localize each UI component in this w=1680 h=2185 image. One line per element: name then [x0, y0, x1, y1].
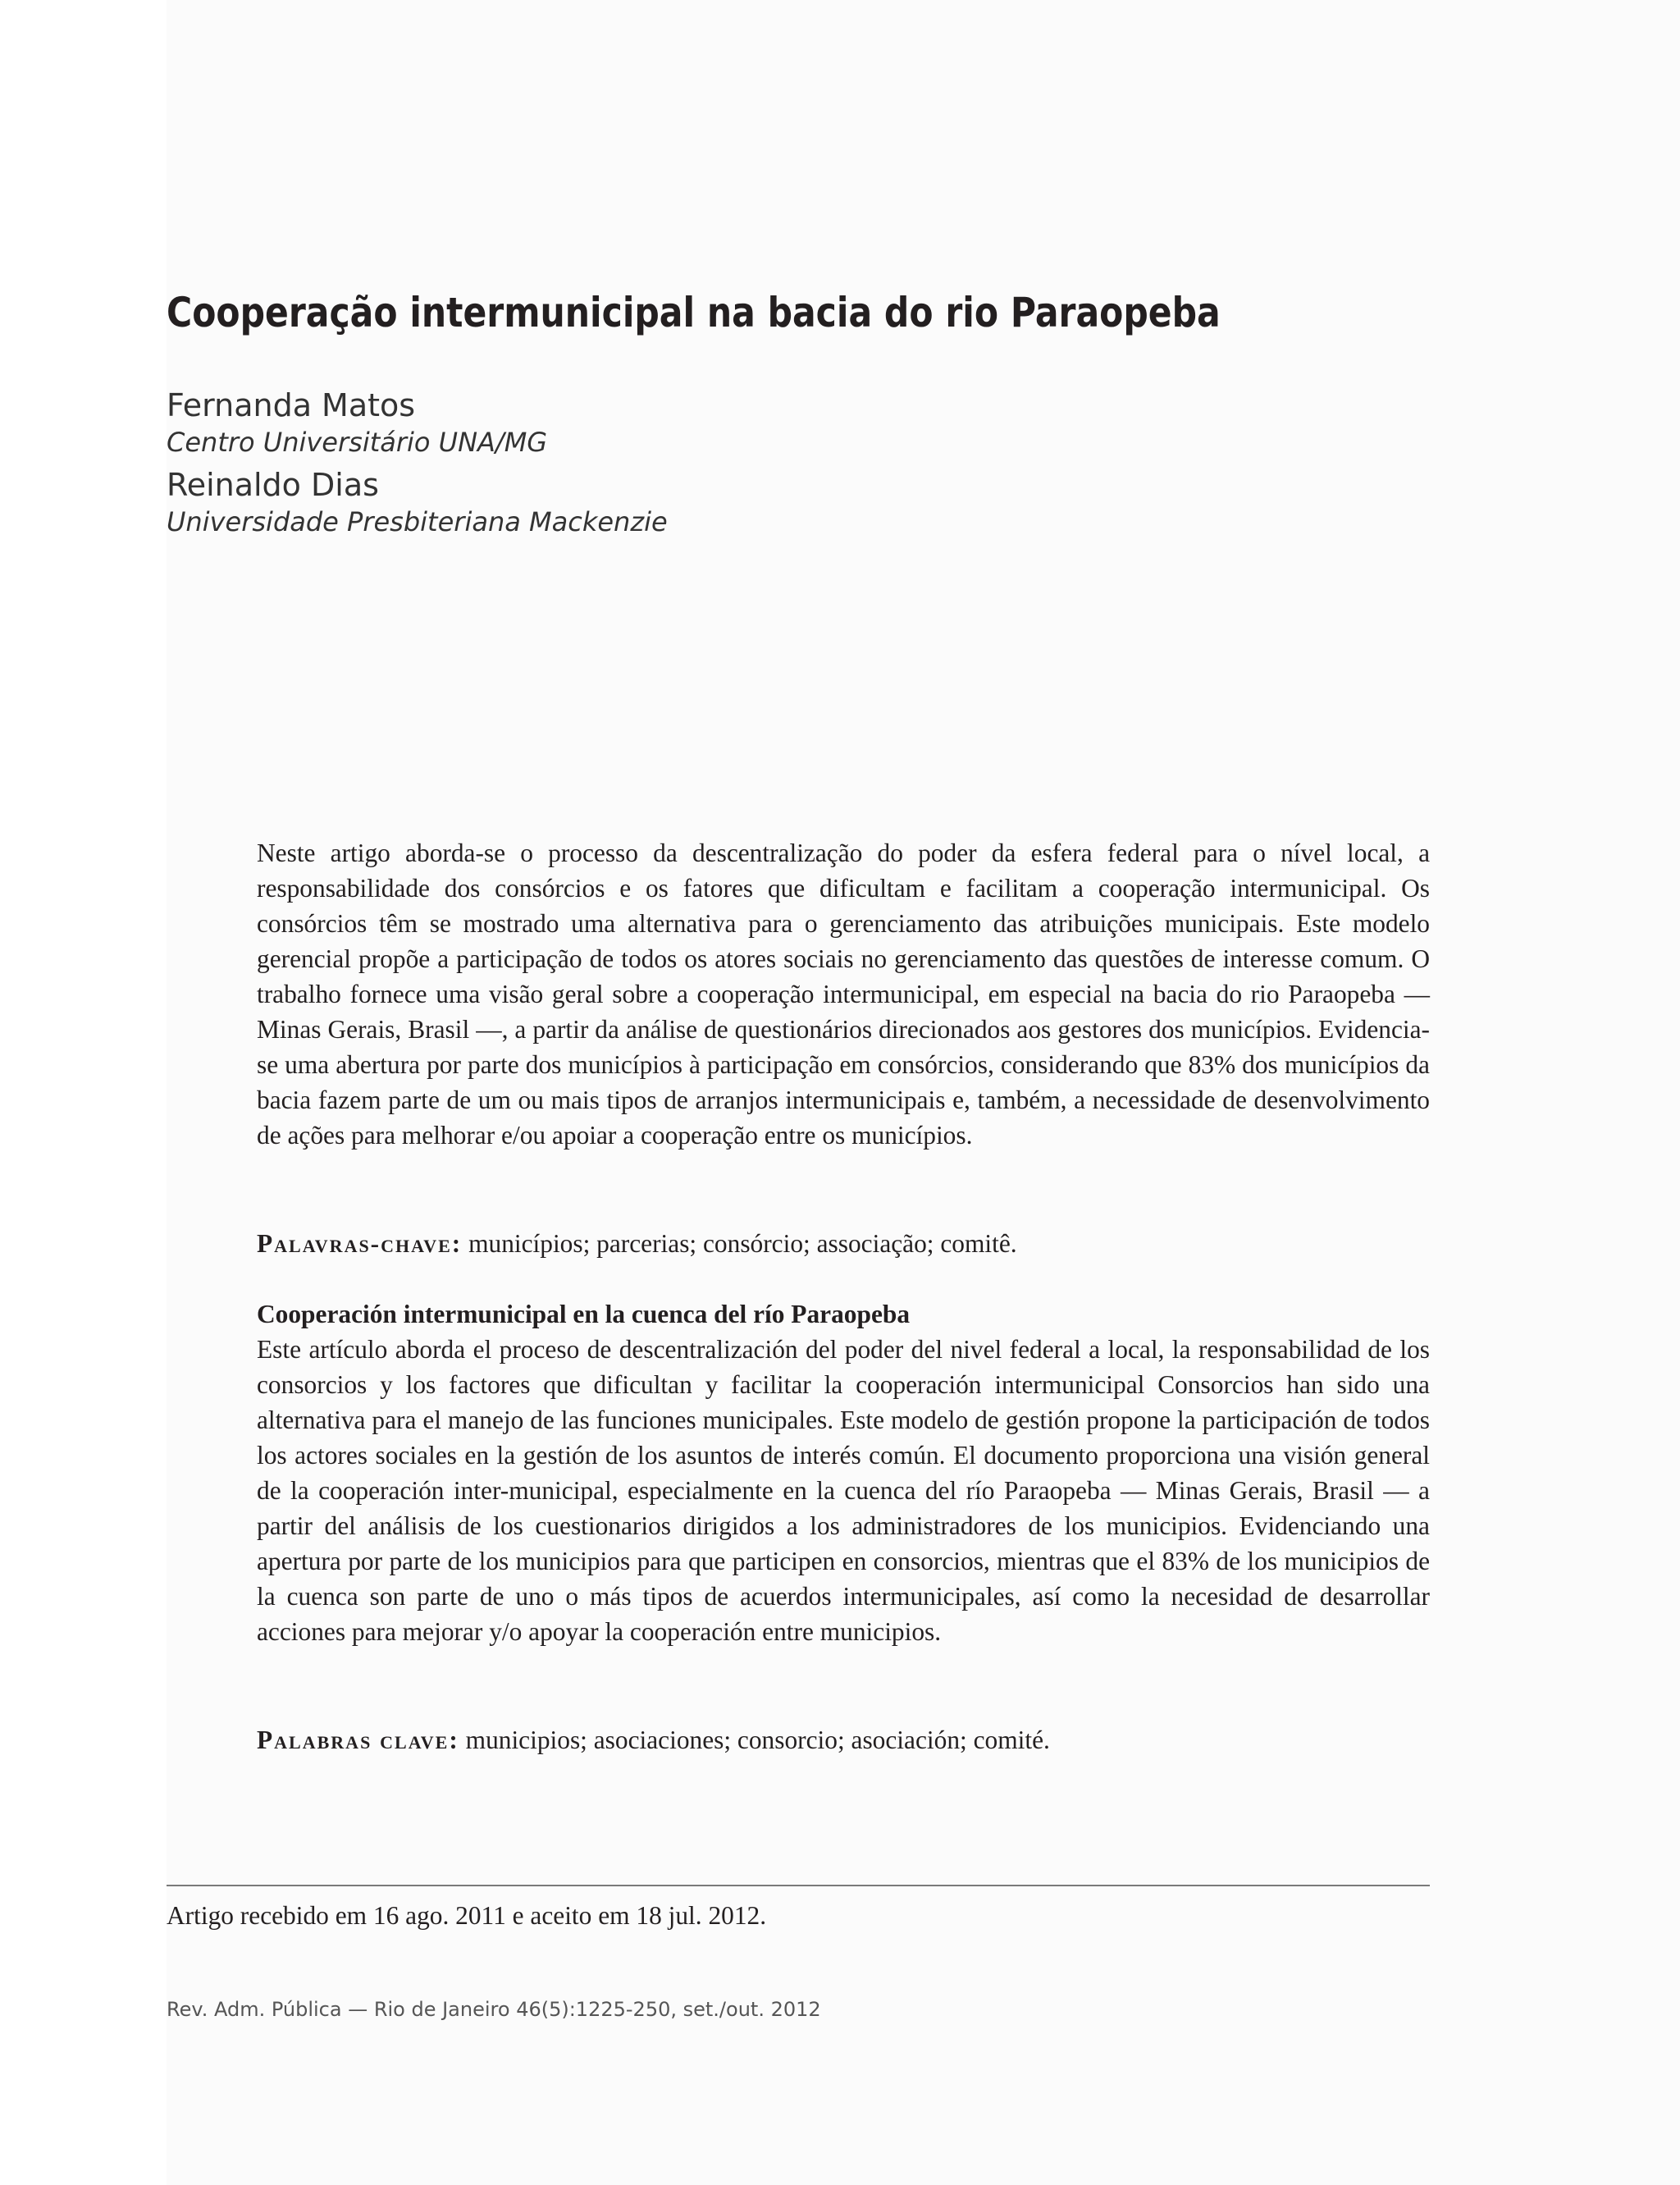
- abstract-spanish-title: Cooperación intermunicipal en la cuenca del río Paraopeba: [257, 1300, 911, 1328]
- keywords-label: Palavras-chave:: [257, 1229, 463, 1258]
- footnote-divider: [167, 1885, 1430, 1886]
- author-name: Reinaldo Dias: [167, 467, 379, 503]
- author-affiliation: Universidade Presbiteriana Mackenzie: [167, 506, 668, 537]
- keywords-portuguese: [257, 1226, 1430, 1261]
- keywords-spanish: [257, 1722, 1430, 1758]
- article-title: Cooperação intermunicipal na bacia do rio Paraopeba: [167, 289, 1221, 336]
- author-name: Fernanda Matos: [167, 387, 416, 423]
- abstract-portuguese: Neste artigo aborda-se o processo da descentralização do poder da esfera federal para o nível local, a responsabilidade dos consórcios e os fatores que dificultam e facilitam a cooperação intermunicipal. Os consórcios têm se mostrado uma alternativa para o gerenciamento das atribuições municipais. Este modelo gerencial propõe a participação de todos os atores sociais no gerenciamento das questões de interesse comum. O trabalho fornece uma visão geral sobre a cooperação intermunicipal, em especial na bacia do rio Paraopeba — Minas Gerais, Brasil —, a partir da análise de questionários direcionados aos gestores dos municípios. Evidencia-se uma abertura por parte dos municípios à participação em consórcios, considerando que 83% dos municípios da bacia fazem parte de um ou mais tipos de arranjos intermunicipais e, também, a necessidade de desenvolvimento de ações para melhorar e/ou apoiar a cooperação entre os municípios.: [257, 839, 1430, 1150]
- keywords-list: municípios; parcerias; consórcio; associação; comitê.: [468, 1229, 1017, 1258]
- author-affiliation: Centro Universitário UNA/MG: [167, 427, 548, 458]
- received-date-note: Artigo recebido em 16 ago. 2011 e aceito em 18 jul. 2012.: [167, 1901, 767, 1930]
- abstract-spanish: Este artículo aborda el proceso de descentralización del poder del nivel federal a local, la responsabilidad de los consorcios y los factores que dificultan y facilitar la cooperación intermunicipal Consorcios han sido una alternativa para el manejo de las funciones municipales. Este modelo de gestión propone la participación de todos los actores sociales en la gestión de los asuntos de interés común. El documento proporciona una visión general de la cooperación inter-municipal, especialmente en la cuenca del río Paraopeba — Minas Gerais, Brasil — a partir del análisis de los cuestionarios dirigidos a los administradores de los municipios. Evidenciando una apertura por parte de los municipios para que participen en consorcios, mientras que el 83% de los municipios de la cuenca son parte de uno o más tipos de acuerdos intermunicipales, así como la necesidad de desarrollar acciones para mejorar y/o apoyar la cooperación entre municipios.: [257, 1335, 1430, 1646]
- journal-citation: Rev. Adm. Pública — Rio de Janeiro 46(5):1225-250, set./out. 2012: [167, 1998, 821, 2021]
- keywords-list: municipios; asociaciones; consorcio; asociación; comité.: [465, 1726, 1050, 1754]
- keywords-label: Palabras clave:: [257, 1726, 459, 1754]
